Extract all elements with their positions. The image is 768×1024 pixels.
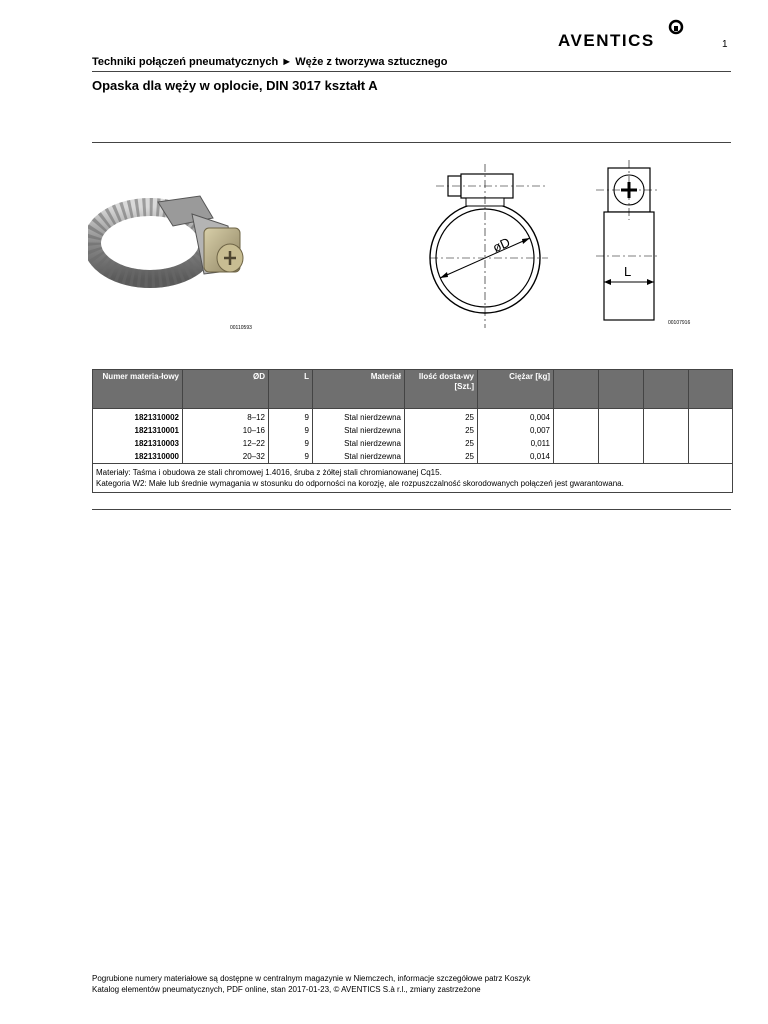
header-empty bbox=[644, 370, 689, 409]
table-notes bbox=[93, 464, 733, 493]
material-cell: Stal nierdzewna bbox=[313, 437, 405, 450]
page-title: Opaska dla węży w oplocie, DIN 3017 kształt A bbox=[92, 78, 378, 93]
specification-table bbox=[92, 369, 733, 493]
length-cell: 9 bbox=[269, 437, 313, 450]
footer-catalog-info: Katalog elementów pneumatycznych, PDF online, stan 2017-01-23, © AVENTICS S.à r.l., zmiany zastrzeżone bbox=[92, 985, 481, 994]
table-notes-row bbox=[93, 464, 733, 493]
table-row bbox=[93, 409, 733, 425]
diameter-cell: 20–32 bbox=[183, 450, 269, 464]
length-cell: 9 bbox=[269, 424, 313, 437]
material-cell: Stal nierdzewna bbox=[313, 424, 405, 437]
length-cell: 9 bbox=[269, 450, 313, 464]
footer-stock-note: Pogrubione numery materiałowe są dostępne w centralnym magazynie w Niemczech, informacje szczegółowe patrz Koszyk bbox=[92, 974, 531, 983]
title-divider bbox=[92, 142, 731, 143]
drawing-image-code: 00107916 bbox=[668, 320, 691, 326]
diameter-cell: 8–12 bbox=[183, 409, 269, 425]
header-weight: Ciężar [kg] bbox=[478, 370, 554, 409]
quantity-cell: 25 bbox=[405, 424, 478, 437]
diameter-label: øD bbox=[490, 234, 513, 256]
material-cell: Stal nierdzewna bbox=[313, 450, 405, 464]
header-quantity: Ilość dosta-wy [Szt.] bbox=[405, 370, 478, 409]
materials-note: Materiały: Taśma i obudowa ze stali chromowej 1.4016, śruba z żółtej stali chromianowanej Cq15. bbox=[96, 468, 442, 477]
header-empty bbox=[554, 370, 599, 409]
weight-cell: 0,004 bbox=[478, 409, 554, 425]
page-number: 1 bbox=[722, 39, 728, 50]
table-bottom-divider bbox=[92, 509, 731, 510]
photo-image-code: 00110593 bbox=[230, 325, 252, 331]
quantity-cell: 25 bbox=[405, 409, 478, 425]
header-material: Materiał bbox=[313, 370, 405, 409]
header-diameter: ØD bbox=[183, 370, 269, 409]
header-part-number: Numer materia-łowy bbox=[93, 370, 183, 409]
weight-cell: 0,007 bbox=[478, 424, 554, 437]
part-number-cell: 1821310002 bbox=[93, 409, 183, 425]
brand-logo: AVENTICS bbox=[558, 31, 655, 50]
part-number-cell: 1821310000 bbox=[93, 450, 183, 464]
weight-cell: 0,011 bbox=[478, 437, 554, 450]
header-divider bbox=[92, 71, 731, 72]
side-view-drawing bbox=[596, 160, 660, 322]
material-cell: Stal nierdzewna bbox=[313, 409, 405, 425]
table-header-row bbox=[93, 370, 733, 409]
quantity-cell: 25 bbox=[405, 437, 478, 450]
breadcrumb: Techniki połączeń pneumatycznych ► Węże z tworzywa sztucznego bbox=[92, 56, 448, 68]
part-number-cell: 1821310003 bbox=[93, 437, 183, 450]
weight-cell: 0,014 bbox=[478, 450, 554, 464]
diameter-cell: 12–22 bbox=[183, 437, 269, 450]
brand-mark-icon bbox=[668, 19, 684, 35]
header-empty bbox=[689, 370, 733, 409]
quantity-cell: 25 bbox=[405, 450, 478, 464]
table-row bbox=[93, 437, 733, 450]
diameter-cell: 10–16 bbox=[183, 424, 269, 437]
front-view-drawing bbox=[428, 160, 550, 330]
length-label: L bbox=[624, 264, 632, 279]
table-row bbox=[93, 450, 733, 464]
part-number-cell: 1821310001 bbox=[93, 424, 183, 437]
header-empty bbox=[599, 370, 644, 409]
header-length: L bbox=[269, 370, 313, 409]
product-photo bbox=[88, 188, 258, 298]
page-footer bbox=[92, 973, 530, 995]
length-cell: 9 bbox=[269, 409, 313, 425]
corrosion-category-note: Kategoria W2: Małe lub średnie wymagania w stosunku do odporności na korozję, ale rozpuszczalność skorodowanych połączeń jest gwarantowana. bbox=[96, 479, 624, 488]
table-row bbox=[93, 424, 733, 437]
